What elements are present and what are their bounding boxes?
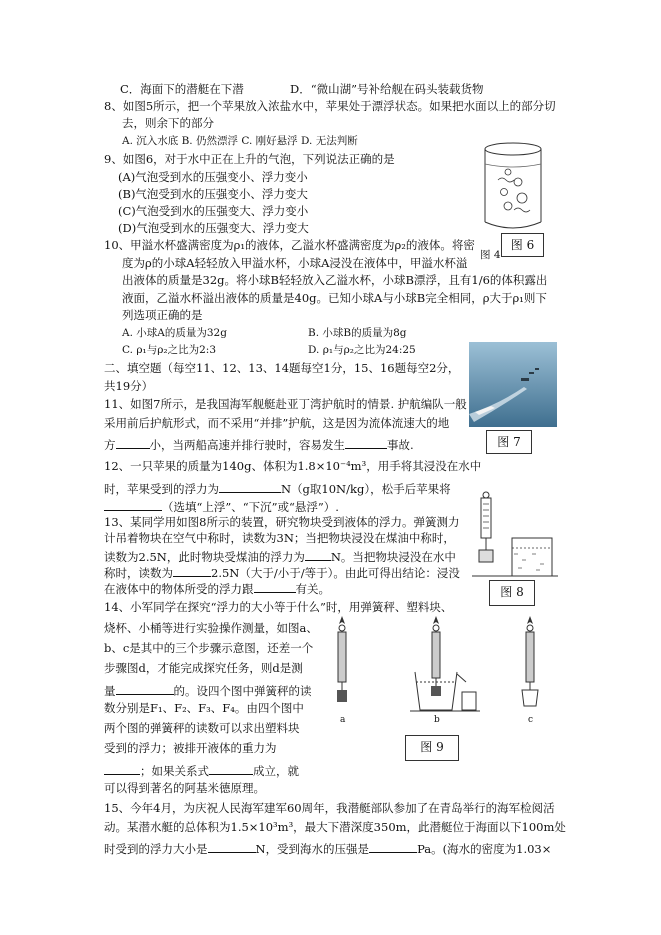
- q10-line4: 液面，乙溢水杯溢出液体的质量是40g。已知小球A与小球B完全相同，ρ大于ρ₁则下: [122, 291, 547, 305]
- q11-line3-mid: 小，当两船高速并排行驶时，容易发生: [149, 438, 345, 452]
- q13-line3-end: N。当把物块浸没在水中: [330, 550, 456, 564]
- q15-line3-end: Pa。(海水的密度为1.03×: [417, 842, 552, 856]
- q12-line2: [104, 481, 451, 496]
- q8-line1: 8、如图5所示，把一个苹果放入浓盐水中，苹果处于漂浮状态。如果把水面以上的部分切: [104, 99, 556, 113]
- q13-blank-3[interactable]: [254, 581, 296, 593]
- q15-blank-2[interactable]: [369, 841, 417, 853]
- section-2-heading-line1: 二、填空题（每空11、12、13、14题每空1分，15、16题每空2分，: [104, 361, 460, 375]
- q11-line3: [104, 437, 414, 452]
- q15-line3: [104, 841, 551, 856]
- figure-8-label: 图 8: [489, 580, 535, 606]
- q14-line5-end: 的。设四个图中弹簧秤的读: [173, 684, 312, 698]
- q15-blank-1[interactable]: [208, 841, 256, 853]
- figure-9-sub-a: a: [340, 715, 346, 725]
- q11-blank-1[interactable]: [116, 437, 150, 449]
- q15-line3-start: 时受到的浮力大小是: [104, 842, 208, 856]
- figure-6-label: 图 6: [501, 233, 544, 257]
- q9-option-a: (A)气泡受到水的压强变小、浮力变小: [118, 170, 308, 184]
- figure-7-label: 图 7: [486, 430, 532, 454]
- q8-options: A. 沉入水底 B. 仍然漂浮 C. 刚好悬浮 D. 无法判断: [122, 135, 358, 147]
- figure-7-warships-photo: [469, 342, 557, 427]
- figure-9-sub-b: b: [434, 715, 440, 725]
- q15-line2: 动。某潜水艇的总体积为1.5×10³m³，最大下潜深度350m，此潜艇位于海面以下100m处: [104, 820, 566, 834]
- q13-line4-start: 称时，读数为: [104, 566, 173, 580]
- q11-blank-2[interactable]: [345, 437, 387, 449]
- figure-8-spring-scale-illustration: [470, 490, 560, 580]
- q12-blank-2[interactable]: [104, 499, 162, 511]
- q13-line5-end: 有关。: [295, 582, 330, 596]
- q10-line5: 列选项正确的是: [122, 308, 203, 322]
- figure-9-experiment-steps-illustration: [320, 612, 560, 727]
- q11-line3-start: 方: [104, 438, 116, 452]
- q14-line1: 14、小军同学在探究“浮力的大小等于什么”时，用弹簧秤、塑料块、: [104, 600, 453, 614]
- q14-line7-text: 两个图的弹簧秤的读数可以求出塑料块: [104, 721, 300, 735]
- q13-line4-end: 2.5N（大于/小于/等于）。由此可得出结论：浸没: [211, 566, 460, 580]
- q13-line5: [104, 581, 330, 596]
- q7-option-d: D．“微山湖”号补给舰在码头装载货物: [290, 82, 484, 96]
- q10-line2: 度为ρ的小球A轻轻放入甲溢水杯，小球A浸没在液体中，甲溢水杯溢: [122, 256, 468, 270]
- q9-option-d: (D)气泡受到水的压强变大、浮力变大: [118, 221, 309, 235]
- q13-line2: 计吊着物块在空气中称时，读数为3N；当把物块浸没在煤油中称时，: [104, 531, 455, 545]
- section-2-heading-line2: 共19分）: [104, 379, 154, 393]
- q10-line3: 出液体的质量是32g。将小球B轻轻放入乙溢水杯，小球B漂浮，且有1/6的体积露出: [122, 273, 548, 287]
- q12-line1: 12、一只苹果的质量为140g、体积为1.8×10⁻⁴m³，用手将其浸没在水中: [104, 459, 482, 473]
- q12-line3: [104, 499, 339, 514]
- q11-line2: 采用前后护航形式，而不采用“并排”护航，这是因为流体流速大的地: [104, 416, 450, 430]
- q14-line5-start: 量: [104, 684, 116, 698]
- q12-line2-end: N（g取10N/kg），松手后苹果将: [281, 482, 451, 496]
- q13-line1: 13、某同学用如图8所示的装置，研究物块受到液体的浮力。弹簧测力: [104, 515, 460, 529]
- q12-line2-start: 时，苹果受到的浮力为: [104, 482, 219, 496]
- q7-option-c: C．海面下的潜艇在下潜: [120, 82, 244, 96]
- q14-line7: [104, 723, 300, 735]
- q14-line2: 烧杯、小桶等进行实验操作测量，如图a、: [104, 621, 318, 635]
- q14-line3: b、c是其中的三个步骤示意图，还差一个: [104, 641, 314, 655]
- q13-line5-start: 在液体中的物体所受的浮力跟: [104, 582, 254, 596]
- q14-blank-1[interactable]: [116, 683, 174, 695]
- q14-blank-2[interactable]: [104, 763, 140, 775]
- q10-option-d: D. ρ₁与ρ₂之比为24:25: [308, 344, 416, 356]
- q13-line3: [104, 549, 456, 564]
- figure-9-sub-c: c: [528, 715, 534, 725]
- q10-line1: 10、甲溢水杯盛满密度为ρ₁的液体，乙溢水杯盛满密度为ρ₂的液体。将密: [104, 238, 475, 252]
- q13-blank-2[interactable]: [173, 565, 211, 577]
- q12-blank-1[interactable]: [219, 481, 281, 493]
- q11-line3-end: 事故.: [387, 438, 414, 452]
- q11-line1: 11、如图7所示，是我国海军舰艇赴亚丁湾护航时的情景. 护航编队一般: [104, 397, 467, 411]
- q13-blank-1[interactable]: [305, 549, 331, 561]
- q14-line4: 步骤图d，才能完成探究任务，则d是测: [104, 661, 303, 675]
- q14-line10: 可以得到著名的阿基米德原理。: [104, 781, 265, 795]
- figure-9-label: 图 9: [405, 735, 459, 761]
- q9-stem: 9、如图6，对于水中正在上升的气泡，下列说法正确的是: [104, 152, 395, 166]
- q12-line3-text: （选填“上浮”、“下沉”或“悬浮”）.: [162, 500, 339, 514]
- q13-line3-start: 读数为2.5N，此时物块受煤油的浮力为: [104, 550, 305, 564]
- q8-line2: 去，则余下的部分: [122, 116, 214, 130]
- q13-line4: [104, 565, 460, 580]
- q10-option-b: B. 小球B的质量为8g: [308, 327, 407, 339]
- q15-line3-mid: N，受到海水的压强是: [255, 842, 370, 856]
- q9-option-b: (B)气泡受到水的压强变小、浮力变大: [118, 187, 308, 201]
- q9-option-c: (C)气泡受到水的压强变大、浮力变小: [118, 204, 309, 218]
- q10-option-c: C. ρ₁与ρ₂之比为2:3: [122, 344, 216, 356]
- q15-line1: 15、今年4月，为庆祝人民海军建军60周年，我潜艇部队参加了在青岛举行的海军检阅活: [104, 801, 555, 815]
- q14-line9-end: 成立，就: [253, 764, 299, 778]
- figure-6-beaker-illustration: [478, 140, 548, 235]
- figure-4-label: 图 4: [480, 249, 501, 261]
- q14-line9: [104, 763, 299, 778]
- q14-line8: 受到的浮力；被排开液体的重力为: [104, 741, 277, 755]
- q14-line9-start: ；如果关系式: [140, 764, 209, 778]
- q14-line5: [104, 683, 312, 698]
- q14-line6: 数分别是F₁、F₂、F₃、F₄。由四个图中: [104, 701, 304, 715]
- q14-blank-3[interactable]: [209, 763, 253, 775]
- q10-option-a: A. 小球A的质量为32g: [122, 327, 227, 339]
